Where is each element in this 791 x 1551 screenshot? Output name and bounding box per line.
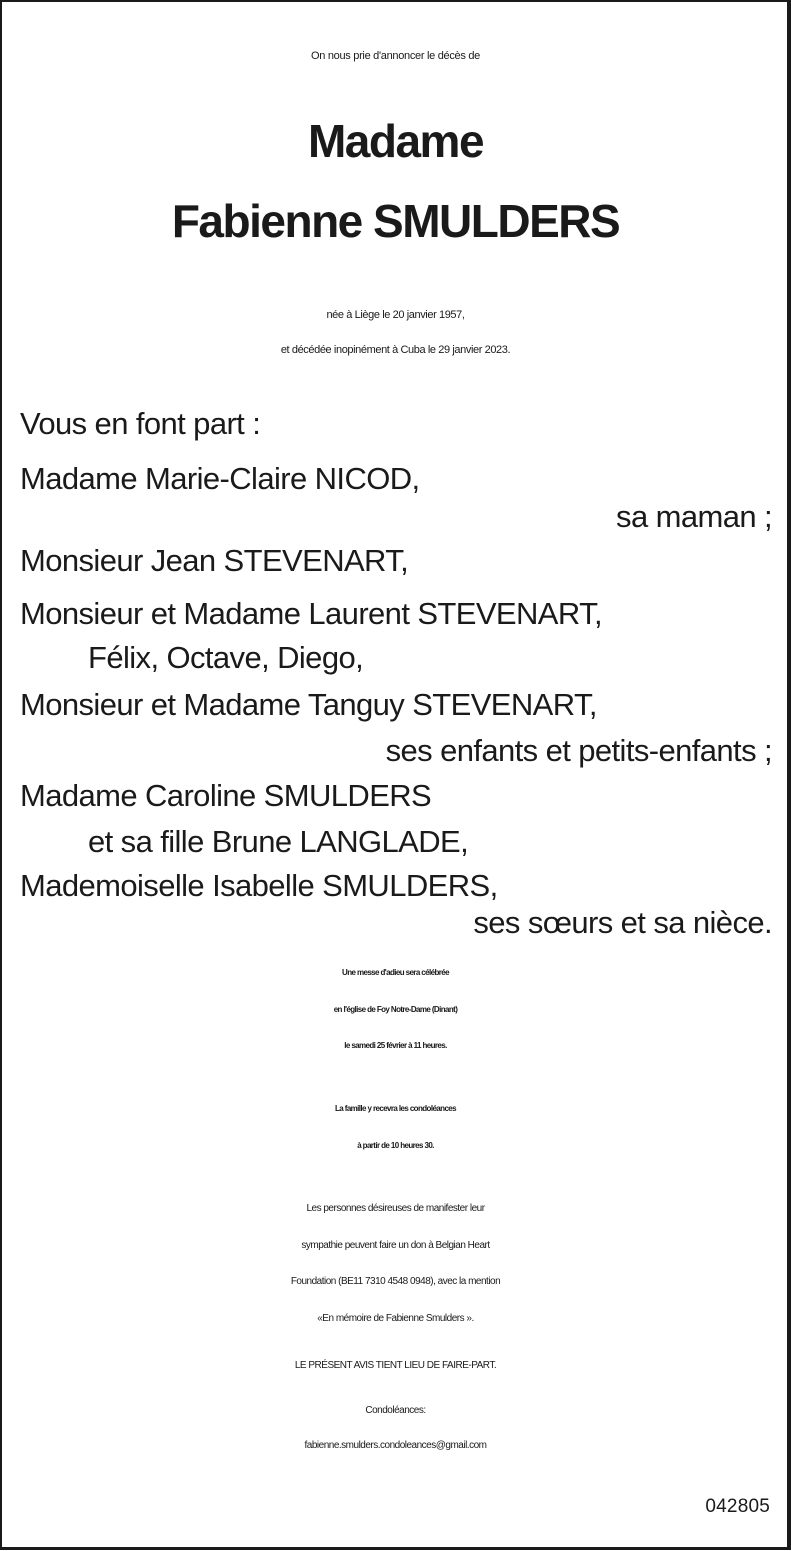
family-heading: Vous en font part : bbox=[20, 406, 261, 441]
family-mother: Madame Marie-Claire NICOD, bbox=[20, 461, 420, 496]
family-mother-relation: sa maman ; bbox=[616, 499, 772, 534]
family-member-2-children: Félix, Octave, Diego, bbox=[88, 640, 364, 675]
family-sister-1: Madame Caroline SMULDERS bbox=[20, 778, 432, 813]
ceremony-line-1: Une messe d'adieu sera célébrée bbox=[342, 968, 449, 977]
deceased-name: Fabienne SMULDERS bbox=[171, 195, 620, 247]
family-sister-1-daughter: et sa fille Brune LANGLADE, bbox=[88, 824, 469, 859]
reference-number: 042805 bbox=[705, 1496, 770, 1517]
ceremony-line-3: le samedi 25 février à 11 heures. bbox=[344, 1041, 447, 1050]
family-sisters-relation: ses sœurs et sa nièce. bbox=[473, 905, 772, 940]
family-children-relation: ses enfants et petits-enfants ; bbox=[385, 733, 772, 768]
family-member-2: Monsieur et Madame Laurent STEVENART, bbox=[20, 596, 602, 631]
birth-info: née à Liège le 20 janvier 1957, bbox=[326, 309, 465, 321]
intro-text: On nous prie d'annoncer le décès de bbox=[311, 50, 480, 62]
death-info: et décédée inopinément à Cuba le 29 janvier 2023. bbox=[280, 344, 511, 356]
condolences-label: Condoléances: bbox=[365, 1405, 426, 1416]
ceremony-line-2: en l'église de Foy Notre-Dame (Dinant) bbox=[333, 1005, 458, 1014]
donation-line-3: Foundation (BE11 7310 4548 0948), avec la mention bbox=[290, 1276, 501, 1287]
donation-line-4: «En mémoire de Fabienne Smulders ». bbox=[317, 1313, 474, 1324]
family-sister-2: Mademoiselle Isabelle SMULDERS, bbox=[20, 868, 498, 903]
condolences-line-1: La famille y recevra les condoléances bbox=[335, 1104, 456, 1113]
condolences-email: fabienne.smulders.condoleances@gmail.com bbox=[304, 1440, 487, 1451]
donation-line-1: Les personnes désireuses de manifester leur bbox=[306, 1203, 485, 1214]
family-member-3: Monsieur et Madame Tanguy STEVENART, bbox=[20, 687, 597, 722]
condolences-line-2: à partir de 10 heures 30. bbox=[357, 1141, 434, 1150]
donation-line-2: sympathie peuvent faire un don à Belgian Heart bbox=[301, 1240, 490, 1251]
deceased-title: Madame bbox=[307, 115, 484, 167]
faire-part-notice: LE PRÉSENT AVIS TIENT LIEU DE FAIRE-PART. bbox=[294, 1360, 497, 1371]
family-member-1: Monsieur Jean STEVENART, bbox=[20, 543, 409, 578]
